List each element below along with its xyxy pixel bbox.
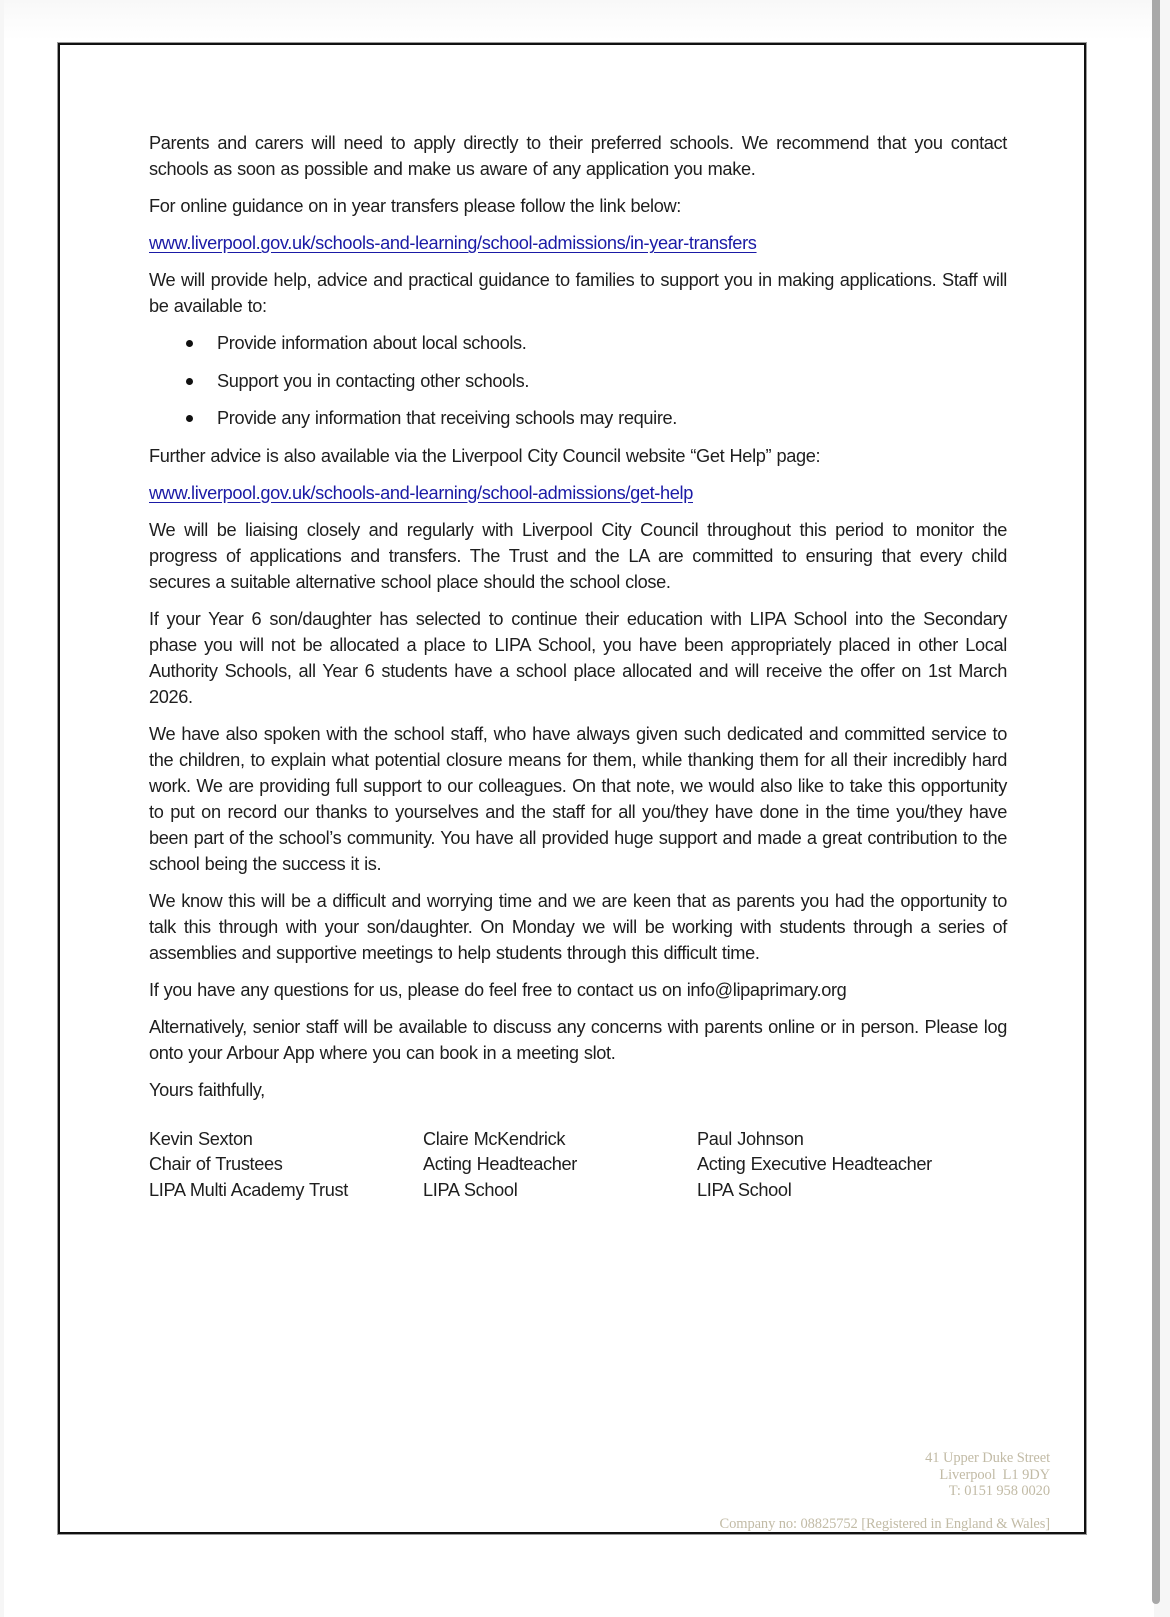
paragraph-liaising: We will be liaising closely and regularly with Liverpool City Council throughout this period to monitor the progress of applications and transfers. The Trust and the LA are committed to ensuring that every child secures a suitable alternative school place should the school close. — [149, 519, 1007, 592]
signatory-role: Acting Headteacher — [423, 1154, 577, 1174]
paragraph-arbour-app: Alternatively, senior staff will be available to discuss any concerns with parents online or in person. Please log onto your Arbour App where you can book in a meeting slot. — [149, 1016, 1007, 1063]
paragraph-apply-directly: Parents and carers will need to apply directly to their preferred schools. We recommend that you contact schools as soon as possible and make us aware of any application you make. — [149, 133, 1007, 179]
bullet-icon — [186, 415, 193, 422]
in-year-transfers-link[interactable]: www.liverpool.gov.uk/schools-and-learning/school-admissions/in-year-transfers — [149, 233, 757, 253]
sign-off: Yours faithfully, — [149, 1079, 265, 1100]
signatory-org: LIPA School — [697, 1179, 792, 1200]
signatory-paul-johnson — [697, 1127, 997, 1204]
paragraph-online-guidance: For online guidance on in year transfers please follow the link below: — [149, 196, 681, 216]
paragraph-further-advice: Further advice is also available via the Liverpool City Council website “Get Help” page: — [149, 445, 821, 466]
footer-company-number: Company no: 08825752 [Registered in England & Wales] — [719, 1515, 1050, 1532]
footer-address-city: Liverpool L1 9DY — [939, 1466, 1050, 1483]
signatory-org: LIPA Multi Academy Trust — [149, 1179, 348, 1200]
bullet-icon — [186, 340, 193, 347]
letter-body — [149, 130, 1007, 1203]
vertical-scrollbar[interactable] — [1152, 0, 1160, 1604]
signatory-role: Chair of Trustees — [149, 1154, 283, 1174]
list-item-text: Provide any information that receiving schools may require. — [217, 408, 677, 428]
signatory-claire-mckendrick — [423, 1127, 697, 1204]
signatory-kevin-sexton — [149, 1127, 423, 1204]
link-row-in-year-transfers — [149, 230, 1007, 256]
paragraph-contact-email: If you have any questions for us, please do feel free to contact us on info@lipaprimary.org — [149, 979, 847, 1000]
page — [4, 0, 1154, 1617]
list-item — [149, 368, 1007, 394]
list-item-text: Provide information about local schools. — [217, 333, 527, 353]
bullet-icon — [186, 378, 193, 385]
list-item-text: Support you in contacting other schools. — [217, 370, 530, 391]
signature-block — [149, 1127, 1007, 1204]
list-item — [149, 330, 1007, 356]
signatory-name: Claire McKendrick — [423, 1128, 566, 1149]
staff-support-list — [149, 330, 1007, 431]
signatory-role: Acting Executive Headteacher — [697, 1154, 932, 1174]
paragraph-year-6: If your Year 6 son/daughter has selected to continue their education with LIPA School into the Secondary phase you will not be allocated a place to LIPA School, you have been appropriately placed in other Local Authority Schools, all Year 6 students have a school place allocated and will receive the offer on 1st March 2026. — [149, 608, 1007, 707]
list-item — [149, 405, 1007, 431]
letterhead-footer — [720, 1450, 1050, 1532]
paragraph-difficult-time: We know this will be a difficult and worrying time and we are keen that as parents you had the opportunity to talk this through with your son/daughter. On Monday we will be working with students through a series of assemblies and supportive meetings to help students through this difficult time. — [149, 890, 1007, 963]
get-help-link[interactable]: www.liverpool.gov.uk/schools-and-learning/school-admissions/get-help — [149, 482, 693, 503]
paragraph-staff-thanks: We have also spoken with the school staff, who have always given such dedicated and committed service to the children, to explain what potential closure means for them, while thanking them for all their incredibly hard work. We are providing full support to our colleagues. On that note, we would also like to take this opportunity to put on record our thanks to yourselves and the staff for all you/they have done in the time you/they have been part of the school’s community. You have all provided huge support and made a great contribution to the school being the success it is. — [149, 723, 1007, 874]
paragraph-help-advice: We will provide help, advice and practical guidance to families to support you in making applications. Staff will be available to: — [149, 270, 1007, 316]
link-row-get-help — [149, 480, 1007, 506]
footer-phone: T: 0151 958 0020 — [948, 1483, 1050, 1499]
signatory-name: Paul Johnson — [697, 1128, 804, 1149]
signatory-name: Kevin Sexton — [149, 1128, 253, 1149]
signatory-org: LIPA School — [423, 1179, 518, 1200]
footer-address-street: 41 Upper Duke Street — [925, 1450, 1050, 1466]
